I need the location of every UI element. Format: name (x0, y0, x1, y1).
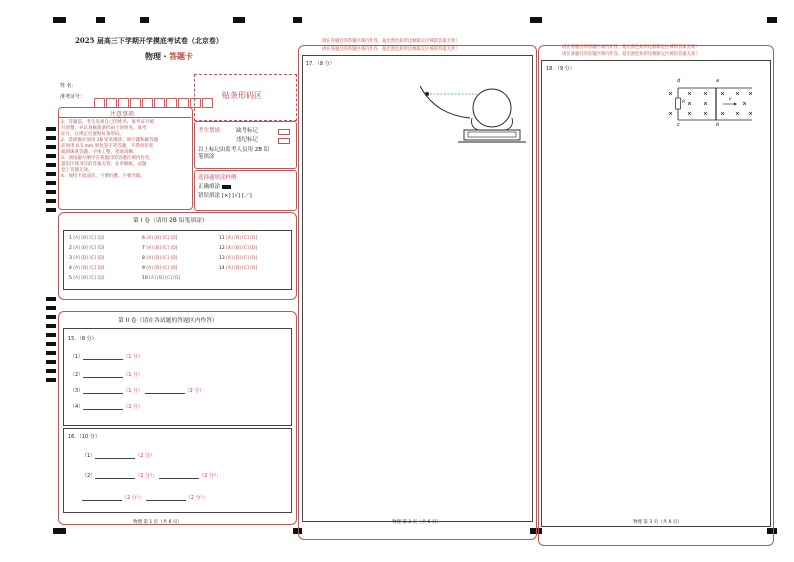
q18-label: 18．（9 分） (546, 66, 575, 72)
timing-marks (46, 127, 56, 387)
answer-card-label: 答题卡 (169, 52, 193, 61)
mc-row[interactable]: 2 [A] [B] [C] [D] (69, 246, 105, 251)
label-a: a (716, 78, 720, 84)
note-line: 证号，在规定位置贴好条形码。 (61, 132, 124, 137)
q15-line-4[interactable]: （4） （2 分） (70, 404, 143, 410)
q16-label: 16．（10 分） (68, 434, 100, 440)
mc-row[interactable]: 3 [A] [B] [C] [D] (69, 256, 105, 261)
q15-line-3[interactable]: （3） （1 分） （2 分） (70, 388, 205, 394)
notes-list (61, 120, 189, 180)
mc-row[interactable]: 13 [A] [B] [C] [D] (219, 256, 258, 261)
label-c: c (677, 122, 680, 128)
q16-line-1[interactable]: （1） （2 分） (82, 453, 155, 459)
fill-example-title: 选择题填涂样例： (198, 175, 243, 181)
cheating-label: 违纪标记 (236, 137, 259, 143)
subject-name: 物理・ (145, 52, 169, 61)
correct-fill-label: 正确填涂 (198, 184, 221, 190)
note-line: 卷上答题无效。 (61, 168, 93, 173)
mc-row[interactable]: 5 [A] [B] [C] [D] (69, 276, 105, 281)
q15-line-2[interactable]: （2） （1 分） (70, 372, 143, 378)
q15-label: 15．（8 分） (68, 336, 97, 342)
notes-divider (59, 117, 191, 118)
name-label: 姓 名： (60, 83, 77, 89)
mc-row[interactable]: 11 [A] [B] [C] [D] (219, 236, 258, 241)
alignment-mark (53, 17, 66, 23)
label-v: v (729, 97, 732, 102)
mc-row[interactable]: 1 [A] [B] [C] [D] (69, 236, 105, 241)
barcode-label: 贴条形码区 (222, 91, 262, 100)
page-1-footer: 物理 第 1 页（共 6 页） (133, 520, 182, 525)
section-2-title: 第 II 卷（请在各试题的答题区内作答） (118, 318, 218, 324)
label-b: b (716, 122, 720, 128)
warning-text: 请在各题目的答题区域内作答，超出黑色矩形边框限定区域的答案无效！ (562, 45, 700, 50)
warning-text: 请在各题目的答题区域内作答，超出黑色矩形边框限定区域的答案无效！ (562, 52, 700, 57)
label-r: R (682, 100, 686, 105)
alignment-mark (233, 17, 245, 23)
note-line: 3．请按题号顺序在各题目的答题区域内作答， (61, 156, 154, 161)
correct-fill-sample (222, 185, 231, 189)
q16-line-2[interactable]: （2） （2 分）； （2 分）； (82, 473, 222, 479)
missing-label: 缺考标记 (236, 128, 259, 134)
alignment-mark (96, 17, 105, 23)
q18-figure (666, 78, 756, 136)
prohibited-note: 以上标记由监考人员用 2B 铅 (198, 147, 270, 153)
label-d: d (677, 78, 681, 84)
section-1-title: 第 I 卷（请用 2B 铅笔填涂） (133, 218, 208, 224)
missing-checkbox[interactable] (278, 129, 290, 135)
note-line: 1．答题前，考生先将自己的姓名、准考证号填 (61, 120, 154, 125)
exam-title: 2025 届高三下学期开学摸底考试卷（北京卷） (75, 36, 223, 45)
q17-figure (410, 80, 530, 150)
page-3-footer: 物理 第 3 页（共 6 页） (633, 520, 682, 525)
correct-fill (198, 184, 231, 190)
mc-row[interactable]: 4 [A] [B] [C] [D] (69, 266, 105, 271)
q15-line-1[interactable]: （1） （1 分） (70, 354, 143, 360)
mc-row[interactable]: 8 [A] [B] [C] [D] (142, 256, 178, 261)
note-line: 或圆珠笔答题；字体工整、笔迹清晰。 (61, 150, 138, 155)
note-line: 2．选择题必须用 2B 铅笔填涂；填空题和解答题 (61, 138, 159, 143)
q16-line-3[interactable]: （2 分）； （2 分）； (82, 494, 208, 501)
page-2-footer: 物理 第 2 页（共 6 页） (392, 520, 441, 525)
mc-row[interactable]: 10 [A] [B] [C] [D] (142, 276, 181, 281)
note-line: 4．保持卡面清洁，不要折叠、不要弄破。 (61, 174, 145, 179)
note-line: 必须用 0.5 mm 黑色签字笔答题，不得用铅笔 (61, 144, 154, 149)
prohibited-note-2: 笔填涂 (198, 154, 215, 160)
alignment-mark (53, 528, 66, 534)
notes-title: 注意事项 (110, 111, 135, 118)
wrong-fill: 错误填涂 [×] [√] [／] (198, 193, 252, 199)
mc-row[interactable]: 7 [A] [B] [C] [D] (142, 246, 178, 251)
alignment-mark (293, 17, 302, 23)
note-line: 写清楚，并认真核准条形码上的姓名、准考 (61, 126, 147, 131)
prohibited-label: 考生禁填： (198, 128, 226, 134)
exam-id-label: 准考证号： (60, 94, 86, 100)
alignment-mark (767, 17, 777, 23)
mc-row[interactable]: 12 [A] [B] [C] [D] (219, 246, 258, 251)
note-line: 超出区域书写的答案无效；在草稿纸、试题 (61, 162, 147, 167)
q17-label: 17．（8 分） (306, 61, 335, 67)
subject-title (145, 51, 193, 62)
alignment-mark (530, 17, 542, 23)
warning-text: 请在各题目的答题区域内作答，超出黑色矩形边框限定区域的答案无效！ (322, 47, 460, 52)
mc-row[interactable]: 14 [A] [B] [C] [D] (219, 266, 258, 271)
alignment-mark (140, 17, 149, 23)
cheating-checkbox[interactable] (278, 138, 290, 144)
mc-row[interactable]: 9 [A] [B] [C] [D] (142, 266, 178, 271)
mc-row[interactable]: 6 [A] [B] [C] [D] (142, 236, 178, 241)
warning-text: 请在各题目的答题区域内作答，超出黑色矩形边框限定区域的答案无效！ (322, 39, 460, 44)
